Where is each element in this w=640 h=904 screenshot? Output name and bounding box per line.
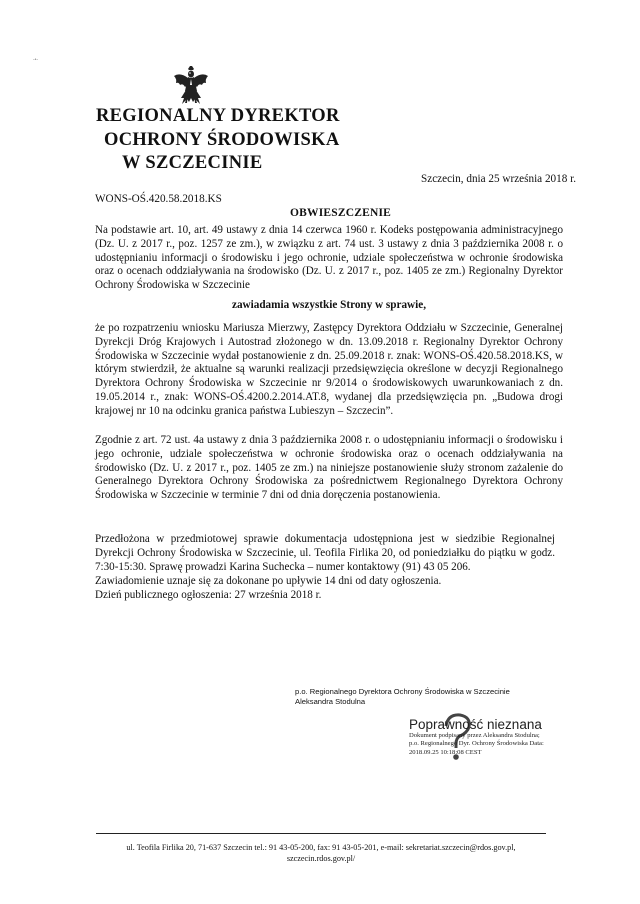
polish-eagle-emblem-icon [172,64,210,108]
margin-mark: -•- [33,58,39,63]
paragraph-documentation: Przedłożona w przedmiotowej sprawie dokumentacja udostępniona jest w siedzibie Regionalnej Dyrekcji Ochrony Środowiska w Szczecinie, ul. Teofila Firlika 20, od poniedziałku do piątku w godz. 7:30-15:30. Sprawę prowadzi Karina Suchecka – numer kontaktowy (91) 43 05 206. [95,533,555,573]
paragraph-announcement [95,575,555,603]
paragraph-legal-basis: Na podstawie art. 10, art. 49 ustawy z dnia 14 czerwca 1960 r. Kodeks postępowania administracyjnego (Dz. U. z 2017 r., poz. 1257 ze zm.), w związku z art. 74 ust. 3 ustawy z dnia 3 października 2008 r. o udostępnianiu informacji o środowisku i jego ochronie, udziale społeczeństwa w ochronie środowiska oraz o ocenach oddziaływania na środowisko (Dz. U. z 2017 r., poz. 1405 ze zm.) Regionalny Dyrektor Ochrony Środowiska w Szczecinie [95,224,563,292]
reference-number: WONS-OŚ.420.58.2018.KS [95,193,222,205]
footer-website: szczecin.rdos.gov.pl/ [286,854,356,863]
signatory-name: Aleksandra Stodulna [295,697,366,706]
institution-name-line2: OCHRONY ŚRODOWISKA [104,130,340,150]
announcement-line1: Zawiadomienie uznaje się za dokonane po upływie 14 dni od daty ogłoszenia. [95,575,442,587]
signatory-title: p.o. Regionalnego Dyrektora Ochrony Środowiska w Szczecinie [295,687,510,696]
footer-address: ul. Teofila Firlika 20, 71-637 Szczecin tel.: 91 43-05-200, fax: 91 43-05-201, e-mail: sekretariat.szczecin@rdos.gov.pl, [126,843,516,852]
paragraph-decision: że po rozpatrzeniu wniosku Mariusza Mierzwy, Zastępcy Dyrektora Oddziału w Szczecinie, Generalnej Dyrekcji Dróg Krajowych i Autostrad złożonego w dn. 13.09.2018 r. Regionalny Dyrektor Ochrony Środowiska w Szczecinie wydał postanowienie z dn. 25.09.2018 r. znak: WONS-OŚ.420.58.2018.KS, w którym stwierdził, że aktualne są warunki realizacji przedsięwzięcia określone w decyzji Regionalnego Dyrektora Ochrony Środowiska w Szczecinie nr 9/2014 o środowiskowych uwarunkowaniach z dn. 19.05.2014 r., znak: WONS-OŚ.4200.2.2014.AT.8, wydanej dla przedsięwzięcia pn. „Budowa drogi krajowej nr 10 na odcinku granica państwa Lubieszyn – Szczecin”. [95,322,563,417]
footer-divider [96,833,546,834]
institution-name-line1: REGIONALNY DYREKTOR [96,106,340,126]
announcement-line2: Dzień publicznego ogłoszenia: 27 września 2018 r. [95,588,322,601]
paragraph-appeal: Zgodnie z art. 72 ust. 4a ustawy z dnia 3 października 2008 r. o udostępnianiu informacji o środowisku i jego ochronie, udziale społeczeństwa w ochronie środowiska oraz o ocenach oddziaływania na środowisko (Dz. U. z 2017 r., poz. 1405 ze zm.) na niniejsze postanowienie służy stronom zażalenie do Generalnego Dyrektora Ochrony Środowiska za pośrednictwem Regionalnego Dyrektora Ochrony Środowiska w Szczecinie w terminie 7 dni od dnia doręczenia postanowienia. [95,434,563,502]
signature-validity-status: Poprawność nieznana [409,717,542,732]
institution-name-line3: W SZCZECINIE [122,153,263,173]
notice-heading: zawiadamia wszystkie Strony w sprawie, [231,299,427,311]
signature-details: Dokument podpisany przez Aleksandra Stodulna; p.o. Regionalnego Dyr. Ochrony Środowiska Data: 2018.09.25 10:18:08 CEST [409,732,544,756]
place-date: Szczecin, dnia 25 września 2018 r. [421,173,577,185]
document-title: OBWIESZCZENIE [290,207,392,219]
